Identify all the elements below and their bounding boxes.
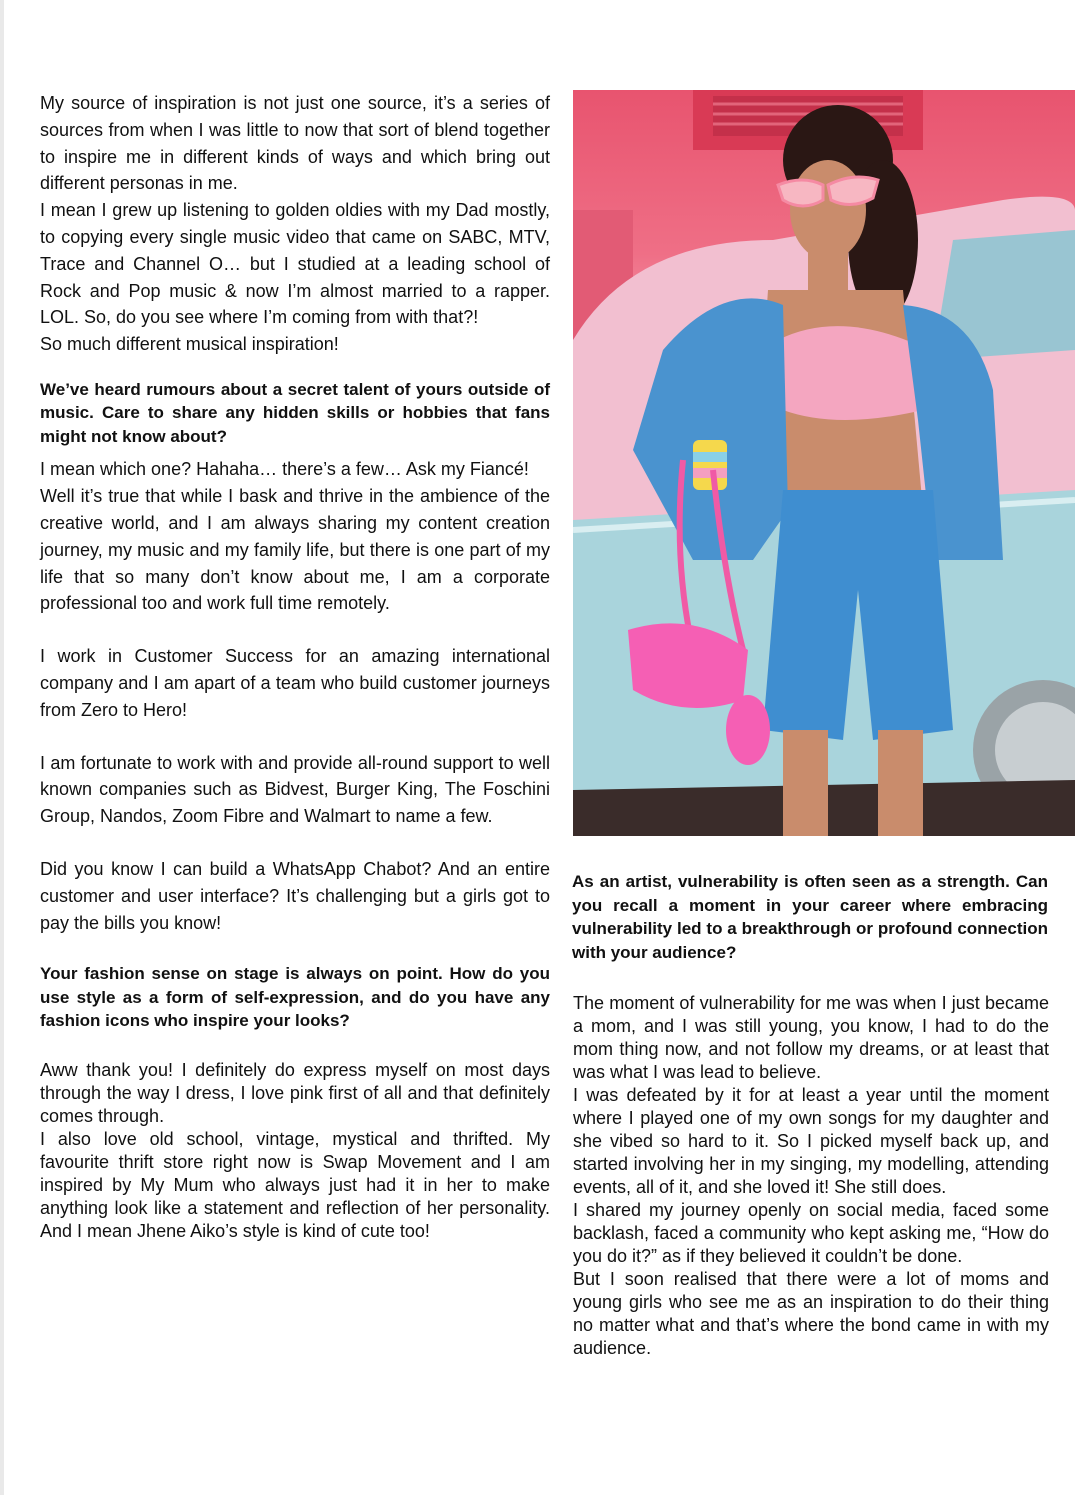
question-vulnerability: As an artist, vulnerability is often seen as a strength. Can you recall a moment in your career where embracing vulnerability led to a breakthrough or profound connection with your audience? bbox=[572, 872, 1048, 962]
left-column bbox=[40, 90, 550, 1243]
answer-fashion-2: I also love old school, vintage, mystical and thrifted. My favourite thrift store right now is Swap Movement and I am inspired by My Mum who always just had it in her to make anything look like a statement and reflection of her personality. And I mean Jhene Aiko’s style is kind of cute too! bbox=[40, 1128, 550, 1241]
answer-vulnerability-1: The moment of vulnerability for me was when I just became a mom, and I was still young, you know, I had to do the mom thing now, and not follow my dreams, or at least that was what I was lead to believe. bbox=[573, 993, 1049, 1082]
intro-paragraph-3: So much different musical inspiration! bbox=[40, 334, 339, 355]
intro-paragraph-1: My source of inspiration is not just one source, it’s a series of sources from when I was little to now that sort of blend together to inspire me in different kinds of ways and which bring out different personas in me. bbox=[40, 93, 550, 194]
answer-vulnerability-4: But I soon realised that there were a lot of moms and young girls who see me as an inspiration to do their thing no matter what and that’s where the bond came in with my audience. bbox=[573, 1269, 1049, 1358]
photo-illustration bbox=[573, 90, 1075, 836]
answer-talent-1: I mean which one? Hahaha… there’s a few… Ask my Fiancé! bbox=[40, 459, 529, 480]
question-fashion: Your fashion sense on stage is always on point. How do you use style as a form of self-expression, and do you have any fashion icons who inspire your looks? bbox=[40, 964, 550, 1031]
answer-fashion-1: Aww thank you! I definitely do express myself on most days through the way I dress, I love pink first of all and that definitely comes through. bbox=[40, 1059, 550, 1126]
paragraph-whatsapp: Did you know I can build a WhatsApp Chabot? And an entire customer and user interface? It’s challenging but a girls got to pay the bills you know! bbox=[40, 859, 550, 933]
intro-paragraph-2: I mean I grew up listening to golden oldies with my Dad mostly, to copying every single music video that came on SABC, MTV, Trace and Channel O… but I studied at a leading school of Rock and Pop music & now I’m almost married to a rapper. LOL. So, do you see where I’m coming from with that?! bbox=[40, 200, 550, 328]
paragraph-customer-success: I work in Customer Success for an amazing international company and I am apart of a team who build customer journeys from Zero to Hero! bbox=[40, 646, 550, 720]
answer-vulnerability-2: I was defeated by it for at least a year until the moment where I played one of my own songs for my daughter and she vibed so hard to it. So I picked myself back up, and started involving her in my singing, my modelling, attending events, all of it, and she loved it! She still does. bbox=[573, 1085, 1049, 1197]
feature-photo bbox=[573, 90, 1075, 836]
page-edge bbox=[0, 0, 4, 1495]
answer-vulnerability-3: I shared my journey openly on social media, faced some backlash, faced a community who kept asking me, “How do you do it?” as if they believed it couldn’t be done. bbox=[573, 1200, 1049, 1266]
question-secret-talent: We’ve heard rumours about a secret talent of yours outside of music. Care to share any hidden skills or hobbies that fans might not know about? bbox=[40, 379, 550, 446]
right-question-block bbox=[572, 870, 1048, 964]
right-answer-block bbox=[573, 992, 1049, 1360]
paragraph-fortunate: I am fortunate to work with and provide all-round support to well known companies such as Bidvest, Burger King, The Foschini Group, Nandos, Zoom Fibre and Walmart to name a few. bbox=[40, 752, 550, 827]
answer-talent-2: Well it’s true that while I bask and thrive in the ambience of the creative world, and I am always sharing my content creation journey, my music and my family life, but there is one part of my life that so many don’t know about me, I am a corporate professional too and work full time remotely. bbox=[40, 486, 550, 614]
